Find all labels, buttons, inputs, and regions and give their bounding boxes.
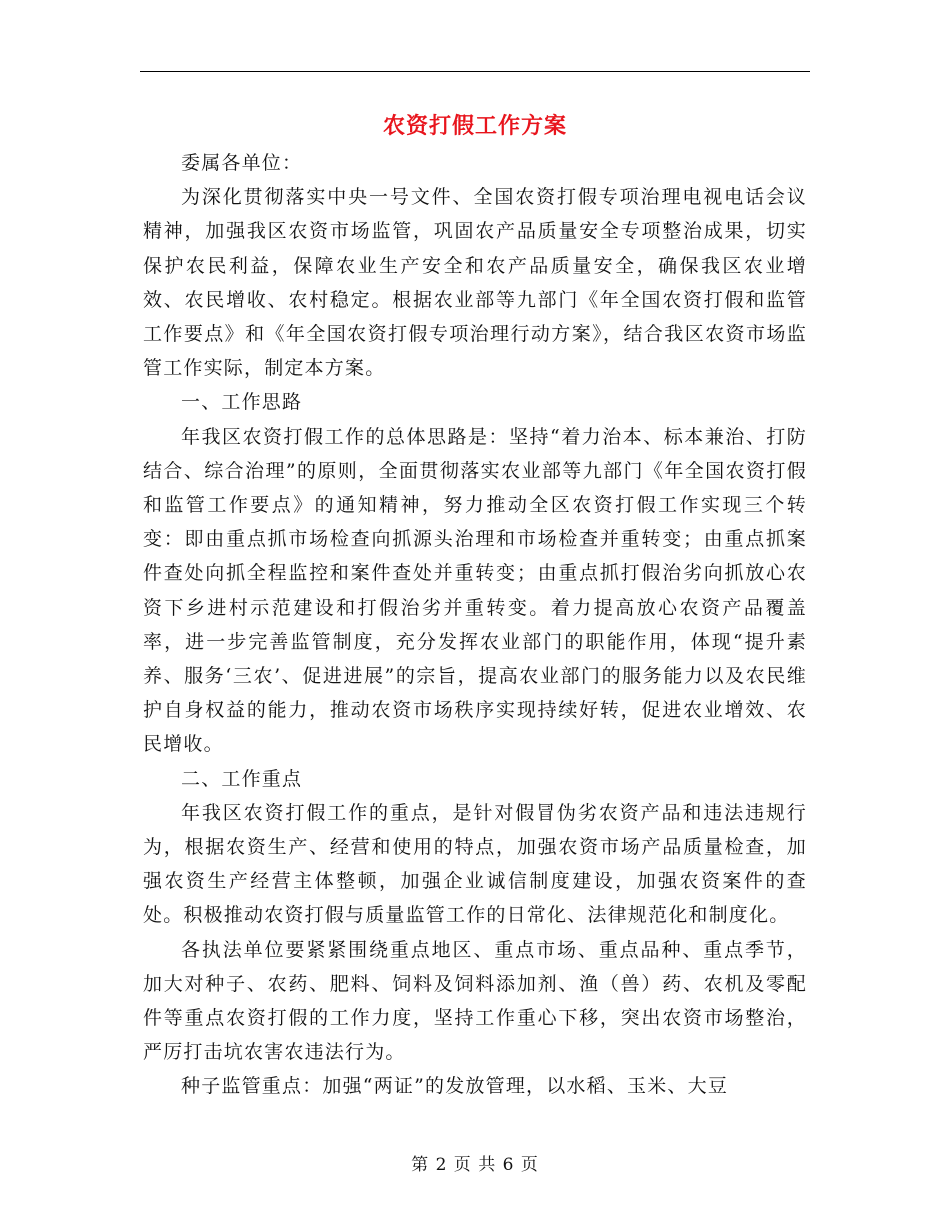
section-2-paragraph: 年我区农资打假工作的重点，是针对假冒伪劣农资产品和违法违规行为，根据农资生产、经营和使用的特点，加强农资市场产品质量检查，加强农资生产经营主体整顿，加强企业诚信制度建设，加强农资案件的查处。积极推动农资打假与质量监管工作的日常化、法律规范化和制度化。 bbox=[143, 801, 807, 927]
document-body bbox=[143, 146, 807, 1104]
section-1-paragraph: 年我区农资打假工作的总体思路是：坚持“着力治本、标本兼治、打防结合、综合治理”的原则，全面贯彻落实农业部等九部门《年全国农资打假和监管工作要点》的通知精神，努力推动全区农资打假工作实现三个转变：即由重点抓市场检查向抓源头治理和市场检查并重转变；由重点抓案件查处向抓全程监控和案件查处并重转变；由重点抓打假治劣向抓放心农资下乡进村示范建设和打假治劣并重转变。着力提高放心农资产品覆盖率，进一步完善监管制度，充分发挥农业部门的职能作用，体现“提升素养、服务‘三农’、促进进展”的宗旨，提高农业部门的服务能力以及农民维护自身权益的能力，推动农资市场秩序实现持续好转，促进农业增效、农民增收。 bbox=[143, 425, 807, 756]
section-heading-1: 一、工作思路 bbox=[181, 391, 303, 414]
seed-supervision-paragraph: 种子监管重点：加强“两证”的发放管理，以水稻、玉米、大豆 bbox=[181, 1075, 729, 1098]
salutation: 委属各单位： bbox=[181, 152, 303, 174]
section-2-paragraph-2: 各执法单位要紧紧围绕重点地区、重点市场、重点品种、重点季节，加大对种子、农药、肥料、饲料及饲料添加剂、渔（兽）药、农机及零配件等重点农资打假的工作力度，坚持工作重心下移，突出农资市场整治，严厉打击坑农害农违法行为。 bbox=[143, 938, 807, 1064]
section-heading-2: 二、工作重点 bbox=[181, 767, 303, 790]
page-number: 第 2 页 共 6 页 bbox=[411, 1155, 539, 1175]
intro-paragraph: 为深化贯彻落实中央一号文件、全国农资打假专项治理电视电话会议精神，加强我区农资市场监管，巩固农产品质量安全专项整治成果，切实保护农民利益，保障农业生产安全和农产品质量安全，确保我区农业增效、农民增收、农村稳定。根据农业部等九部门《年全国农资打假和监管工作要点》和《年全国农资打假专项治理行动方案》，结合我区农资市场监管工作实际，制定本方案。 bbox=[143, 186, 807, 380]
document-title: 农资打假工作方案 bbox=[382, 113, 567, 139]
header-rule bbox=[140, 71, 810, 72]
